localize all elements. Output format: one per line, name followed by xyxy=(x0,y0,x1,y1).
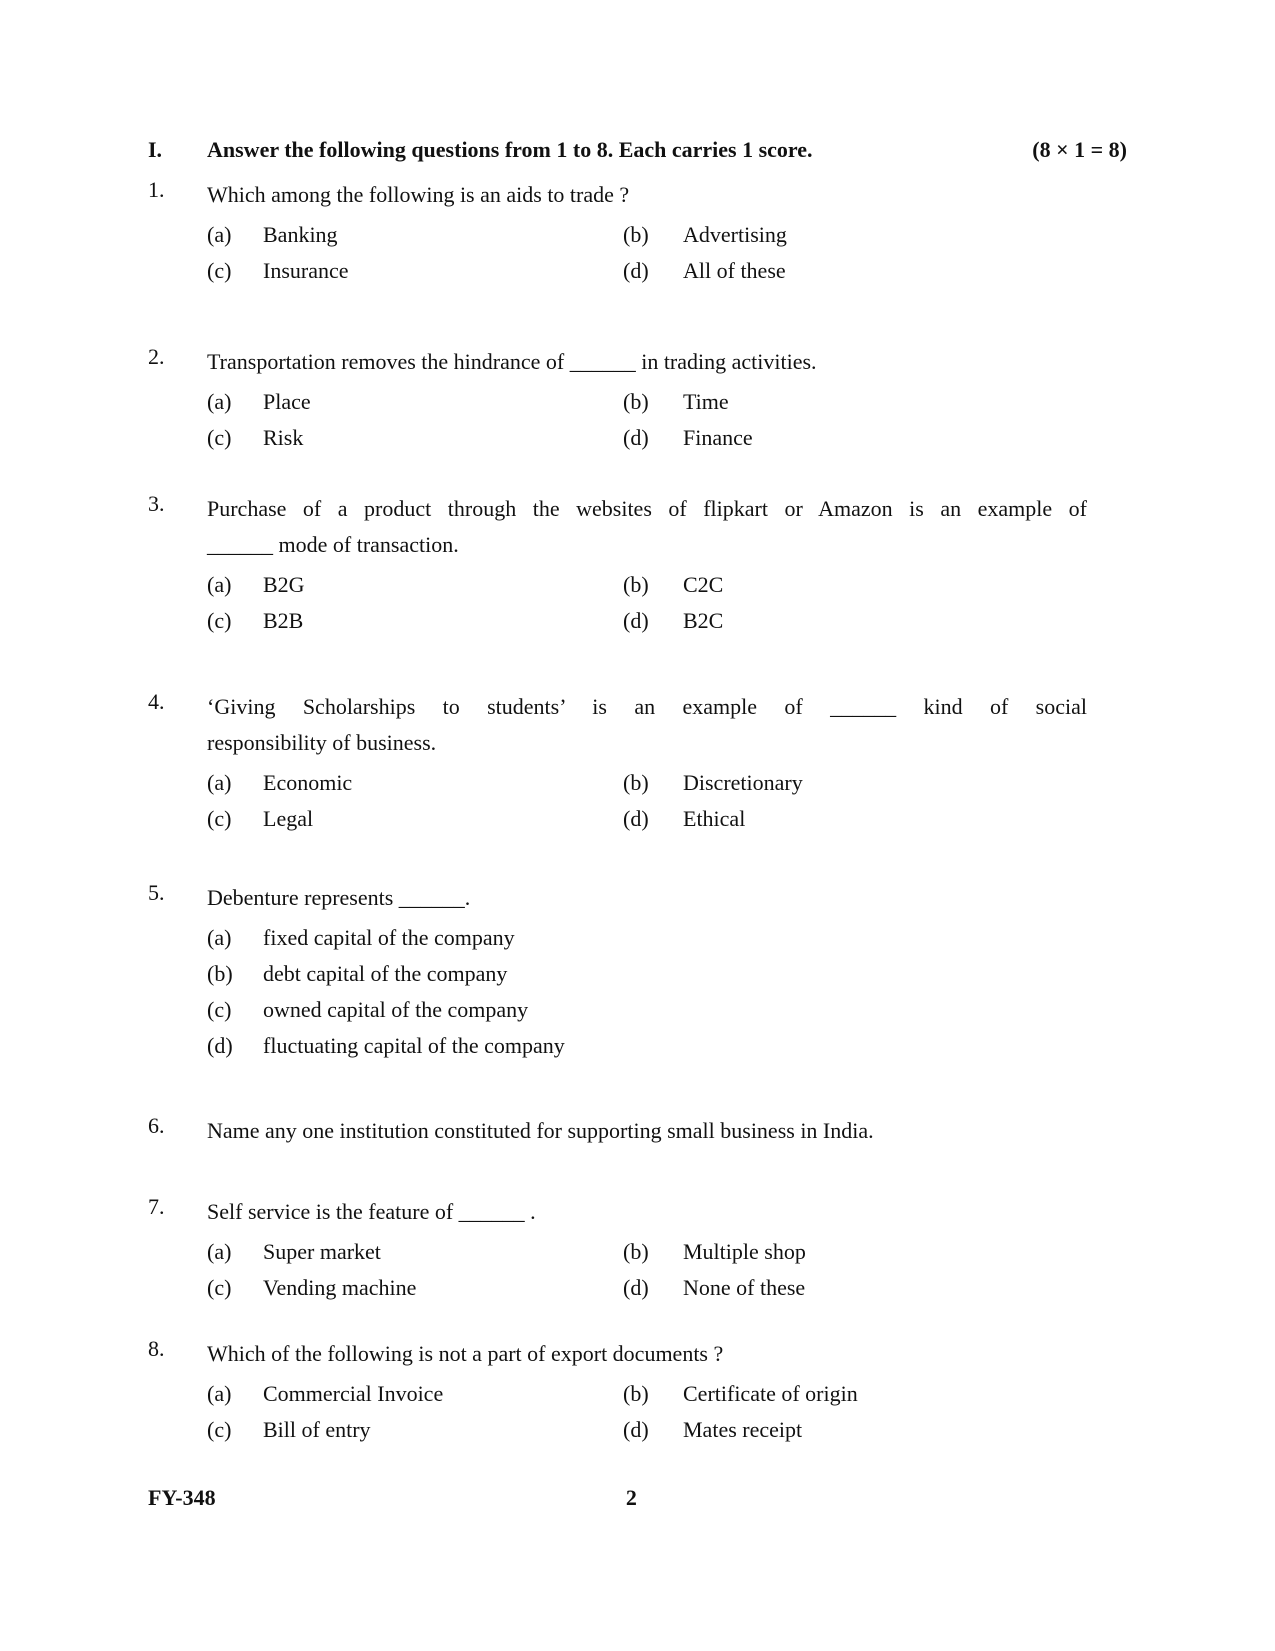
option-row xyxy=(207,956,1087,992)
question-3-text-line-2: ______ mode of transaction. xyxy=(207,532,459,557)
question-7-text: Self service is the feature of ______ . xyxy=(207,1199,536,1224)
option-text: Multiple shop xyxy=(683,1239,806,1264)
option-text: Finance xyxy=(683,425,753,450)
option-text: Legal xyxy=(263,806,314,831)
option-label: (d) xyxy=(623,608,649,633)
option-text: B2C xyxy=(683,608,724,633)
option-label: (a) xyxy=(207,925,232,950)
question-5-options xyxy=(207,920,1087,1064)
question-8-text: Which of the following is not a part of export documents ? xyxy=(207,1341,724,1366)
option-row xyxy=(207,1412,1087,1448)
option-text: fixed capital of the company xyxy=(263,925,515,950)
option-text: Vending machine xyxy=(263,1275,417,1300)
question-7-options xyxy=(207,1234,1087,1306)
option-label: (a) xyxy=(207,389,232,414)
question-1-options xyxy=(207,217,1087,289)
question-2-number: 2. xyxy=(148,344,165,369)
question-4-text-line-1: ‘Giving Scholarships to students’ is an example of ______ kind of social xyxy=(207,694,1087,719)
question-3 xyxy=(148,491,1127,639)
question-2-text: Transportation removes the hindrance of ______ in trading activities. xyxy=(207,349,817,374)
option-text: Super market xyxy=(263,1239,381,1264)
question-5-text: Debenture represents ______. xyxy=(207,885,471,910)
option-label: (c) xyxy=(207,258,232,283)
option-row xyxy=(207,1234,1087,1270)
option-text: Bill of entry xyxy=(263,1417,371,1442)
option-label: (c) xyxy=(207,1275,232,1300)
option-label: (a) xyxy=(207,222,232,247)
question-8-options xyxy=(207,1376,1087,1448)
option-row xyxy=(207,765,1087,801)
option-label: (d) xyxy=(623,1275,649,1300)
question-3-options xyxy=(207,567,1087,639)
option-text: C2C xyxy=(683,572,724,597)
question-8-number: 8. xyxy=(148,1336,165,1361)
footer-page-number: 2 xyxy=(625,1485,637,1510)
option-label: (b) xyxy=(207,961,233,986)
option-row xyxy=(207,1376,1087,1412)
question-5-body xyxy=(207,880,1087,1064)
question-3-text-line-1: Purchase of a product through the websites of flipkart or Amazon is an example of xyxy=(207,496,1087,521)
question-7-body xyxy=(207,1194,1087,1306)
option-text: Insurance xyxy=(263,258,349,283)
question-8-body xyxy=(207,1336,1087,1448)
option-label: (d) xyxy=(623,425,649,450)
option-label: (c) xyxy=(207,608,232,633)
option-label: (c) xyxy=(207,806,232,831)
question-3-number: 3. xyxy=(148,491,165,516)
option-text: All of these xyxy=(683,258,786,283)
option-text: Mates receipt xyxy=(683,1417,803,1442)
question-2 xyxy=(148,344,1127,456)
option-text: Risk xyxy=(263,425,304,450)
option-row xyxy=(207,384,1087,420)
question-6 xyxy=(148,1113,1127,1149)
option-text: Ethical xyxy=(683,806,746,831)
option-text: Discretionary xyxy=(683,770,803,795)
option-label: (b) xyxy=(623,389,649,414)
question-4-options xyxy=(207,765,1087,837)
option-label: (b) xyxy=(623,222,649,247)
question-1-number: 1. xyxy=(148,177,165,202)
option-text: Place xyxy=(263,389,311,414)
question-4-text-line-2: responsibility of business. xyxy=(207,730,437,755)
question-5-number: 5. xyxy=(148,880,165,905)
question-6-number: 6. xyxy=(148,1113,165,1138)
question-5 xyxy=(148,880,1127,1064)
option-label: (a) xyxy=(207,572,232,597)
option-row xyxy=(207,801,1087,837)
option-row xyxy=(207,603,1087,639)
question-2-body xyxy=(207,344,1087,456)
question-7-number: 7. xyxy=(148,1194,165,1219)
option-row xyxy=(207,1028,1087,1064)
question-4 xyxy=(148,689,1127,837)
question-6-text: Name any one institution constituted for supporting small business in India. xyxy=(207,1118,874,1143)
option-label: (d) xyxy=(623,1417,649,1442)
exam-content xyxy=(148,135,1127,1513)
question-8 xyxy=(148,1336,1127,1448)
option-row xyxy=(207,1270,1087,1306)
question-1 xyxy=(148,177,1127,289)
option-label: (d) xyxy=(207,1033,233,1058)
option-label: (b) xyxy=(623,1381,649,1406)
option-label: (c) xyxy=(207,1417,232,1442)
option-row xyxy=(207,253,1087,289)
option-text: B2G xyxy=(263,572,305,597)
option-text: Certificate of origin xyxy=(683,1381,858,1406)
section-header xyxy=(148,135,1127,165)
option-label: (d) xyxy=(623,258,649,283)
option-text: Commercial Invoice xyxy=(263,1381,444,1406)
section-marks: (8 × 1 = 8) xyxy=(1032,137,1127,162)
option-row xyxy=(207,920,1087,956)
question-1-body xyxy=(207,177,1087,289)
question-7 xyxy=(148,1194,1127,1306)
question-6-body xyxy=(207,1113,1087,1149)
option-text: fluctuating capital of the company xyxy=(263,1033,565,1058)
page-footer xyxy=(148,1483,1127,1513)
option-label: (a) xyxy=(207,1381,232,1406)
option-label: (c) xyxy=(207,425,232,450)
option-label: (a) xyxy=(207,1239,232,1264)
option-label: (b) xyxy=(623,1239,649,1264)
question-4-number: 4. xyxy=(148,689,165,714)
option-row xyxy=(207,567,1087,603)
question-1-text: Which among the following is an aids to trade ? xyxy=(207,182,630,207)
option-text: None of these xyxy=(683,1275,806,1300)
option-label: (d) xyxy=(623,806,649,831)
option-text: B2B xyxy=(263,608,304,633)
option-text: debt capital of the company xyxy=(263,961,508,986)
option-text: Time xyxy=(683,389,729,414)
question-3-body xyxy=(207,491,1087,639)
option-text: owned capital of the company xyxy=(263,997,529,1022)
question-4-body xyxy=(207,689,1087,837)
option-label: (c) xyxy=(207,997,232,1022)
section-instruction: Answer the following questions from 1 to 8. Each carries 1 score. xyxy=(207,137,813,162)
option-label: (a) xyxy=(207,770,232,795)
footer-paper-code: FY-348 xyxy=(148,1485,216,1510)
option-row xyxy=(207,420,1087,456)
question-2-options xyxy=(207,384,1087,456)
option-text: Economic xyxy=(263,770,353,795)
option-text: Banking xyxy=(263,222,338,247)
option-label: (b) xyxy=(623,572,649,597)
section-numeral: I. xyxy=(148,137,163,162)
option-label: (b) xyxy=(623,770,649,795)
option-text: Advertising xyxy=(683,222,787,247)
option-row xyxy=(207,992,1087,1028)
option-row xyxy=(207,217,1087,253)
